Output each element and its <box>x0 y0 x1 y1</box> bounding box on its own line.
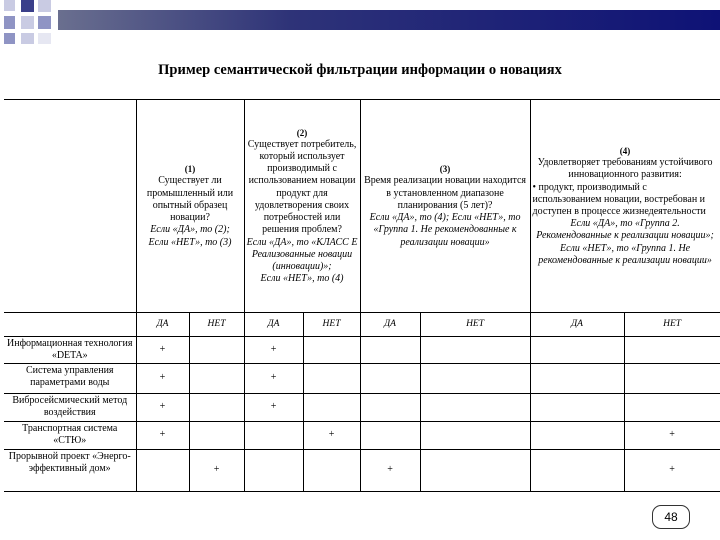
mark-cell <box>530 422 624 450</box>
mark-cell <box>420 364 530 394</box>
criterion-4 <box>530 100 720 313</box>
criterion-1-rule-yes: Если «ДА», то (2); <box>150 224 230 236</box>
criterion-2 <box>244 100 360 313</box>
decor-square-1 <box>4 0 15 11</box>
mark-cell: + <box>360 450 420 492</box>
criteria-header-row <box>4 100 720 313</box>
criterion-4-question: Удовлетворяет требованиям устойчивого инновационного развития: <box>537 157 713 181</box>
project-row <box>4 422 720 450</box>
mark-cell <box>360 422 420 450</box>
decor-square-6 <box>38 16 51 29</box>
criterion-4-rule: Если «ДА», то «Группа 2. Рекомендованные к реализации новации»; Если «НЕТ», то «Группа 1. Не рекомендованные к реализации новации» <box>536 218 714 266</box>
mark-cell: + <box>136 394 189 422</box>
mark-cell: + <box>244 337 303 364</box>
mark-cell <box>189 337 244 364</box>
mark-cell: + <box>189 450 244 492</box>
mark-cell: + <box>244 394 303 422</box>
mark-cell <box>303 394 360 422</box>
mark-cell <box>530 337 624 364</box>
decor-square-7 <box>4 33 15 44</box>
criterion-2-question: Существует потребитель, который использует производимый с использованием новации продукт для удовлетворения своих потребностей или решения проблем? <box>247 138 357 236</box>
header-empty-cell <box>4 100 136 313</box>
mark-cell <box>420 422 530 450</box>
criterion-3-number: (3) <box>439 164 451 175</box>
mark-cell: + <box>136 337 189 364</box>
decor-square-4 <box>4 16 15 29</box>
yes-label-1: ДА <box>136 313 189 337</box>
project-name: Транспортная система «СТЮ» <box>4 422 136 450</box>
page-number: 48 <box>652 505 690 529</box>
mark-cell <box>624 364 720 394</box>
header-gradient-bar <box>58 10 720 30</box>
mark-cell <box>189 422 244 450</box>
mark-cell: + <box>136 364 189 394</box>
criterion-4-bullet: • продукт, производимый с использованием новации, востребован и доступен в процессе жизнедеятельности <box>532 181 706 217</box>
mark-cell <box>136 450 189 492</box>
mark-cell <box>360 364 420 394</box>
mark-cell <box>360 337 420 364</box>
criterion-2-rule-yes: Если «ДА», то «КЛАСС Е Реализованные новации (инновации)»; <box>246 236 358 272</box>
mark-cell: + <box>624 422 720 450</box>
criterion-2-number: (2) <box>296 127 308 138</box>
mark-cell <box>244 450 303 492</box>
mark-cell <box>244 422 303 450</box>
decor-square-8 <box>21 33 34 44</box>
project-row <box>4 364 720 394</box>
page-title: Пример семантической фильтрации информации о новациях <box>158 62 562 78</box>
no-label-4: НЕТ <box>624 313 720 337</box>
project-name: Система управления параметрами воды <box>4 364 136 394</box>
criterion-3-rule: Если «ДА», то (4); Если «НЕТ», то «Группа 1. Не рекомендованные к реализации новации» <box>369 212 521 248</box>
criterion-2-rule-no: Если «НЕТ», то (4) <box>260 273 344 285</box>
criterion-4-number: (4) <box>619 145 631 156</box>
filtering-table <box>4 99 720 492</box>
project-row <box>4 337 720 364</box>
no-label-3: НЕТ <box>420 313 530 337</box>
mark-cell <box>420 337 530 364</box>
mark-cell: + <box>624 450 720 492</box>
mark-cell: + <box>136 422 189 450</box>
yes-label-2: ДА <box>244 313 303 337</box>
mark-cell <box>189 364 244 394</box>
mark-cell <box>530 364 624 394</box>
mark-cell <box>303 364 360 394</box>
criterion-1-number: (1) <box>184 164 196 175</box>
no-label-1: НЕТ <box>189 313 244 337</box>
mark-cell: + <box>244 364 303 394</box>
criterion-3 <box>360 100 530 313</box>
mark-cell <box>360 394 420 422</box>
criterion-1 <box>136 100 244 313</box>
mark-cell <box>303 450 360 492</box>
yes-no-row <box>4 313 720 337</box>
criterion-1-rule-no: Если «НЕТ», то (3) <box>148 236 232 248</box>
project-name: Вибросейсмический метод воздействия <box>4 394 136 422</box>
decor-square-9 <box>38 33 51 44</box>
no-label-2: НЕТ <box>303 313 360 337</box>
mark-cell <box>530 394 624 422</box>
decor-square-2 <box>21 0 34 12</box>
project-row <box>4 394 720 422</box>
mark-cell <box>624 394 720 422</box>
yes-label-3: ДА <box>360 313 420 337</box>
project-name: Информационная технология «DETA» <box>4 337 136 364</box>
decor-square-5 <box>21 16 34 29</box>
mark-cell <box>530 450 624 492</box>
decor-square-3 <box>38 0 51 12</box>
mark-cell <box>624 337 720 364</box>
criterion-1-question: Существует ли промышленный или опытный образец новации? <box>146 175 234 224</box>
mark-cell <box>303 337 360 364</box>
mark-cell <box>189 394 244 422</box>
project-row <box>4 450 720 492</box>
mark-cell <box>420 450 530 492</box>
project-name: Прорывной проект «Энерго-эффективный дом» <box>4 450 136 492</box>
yes-no-empty-cell <box>4 313 136 337</box>
mark-cell <box>420 394 530 422</box>
criterion-3-question: Время реализации новации находится в установленном диапазоне планирования (5 лет)? <box>364 175 526 211</box>
mark-cell: + <box>303 422 360 450</box>
yes-label-4: ДА <box>530 313 624 337</box>
